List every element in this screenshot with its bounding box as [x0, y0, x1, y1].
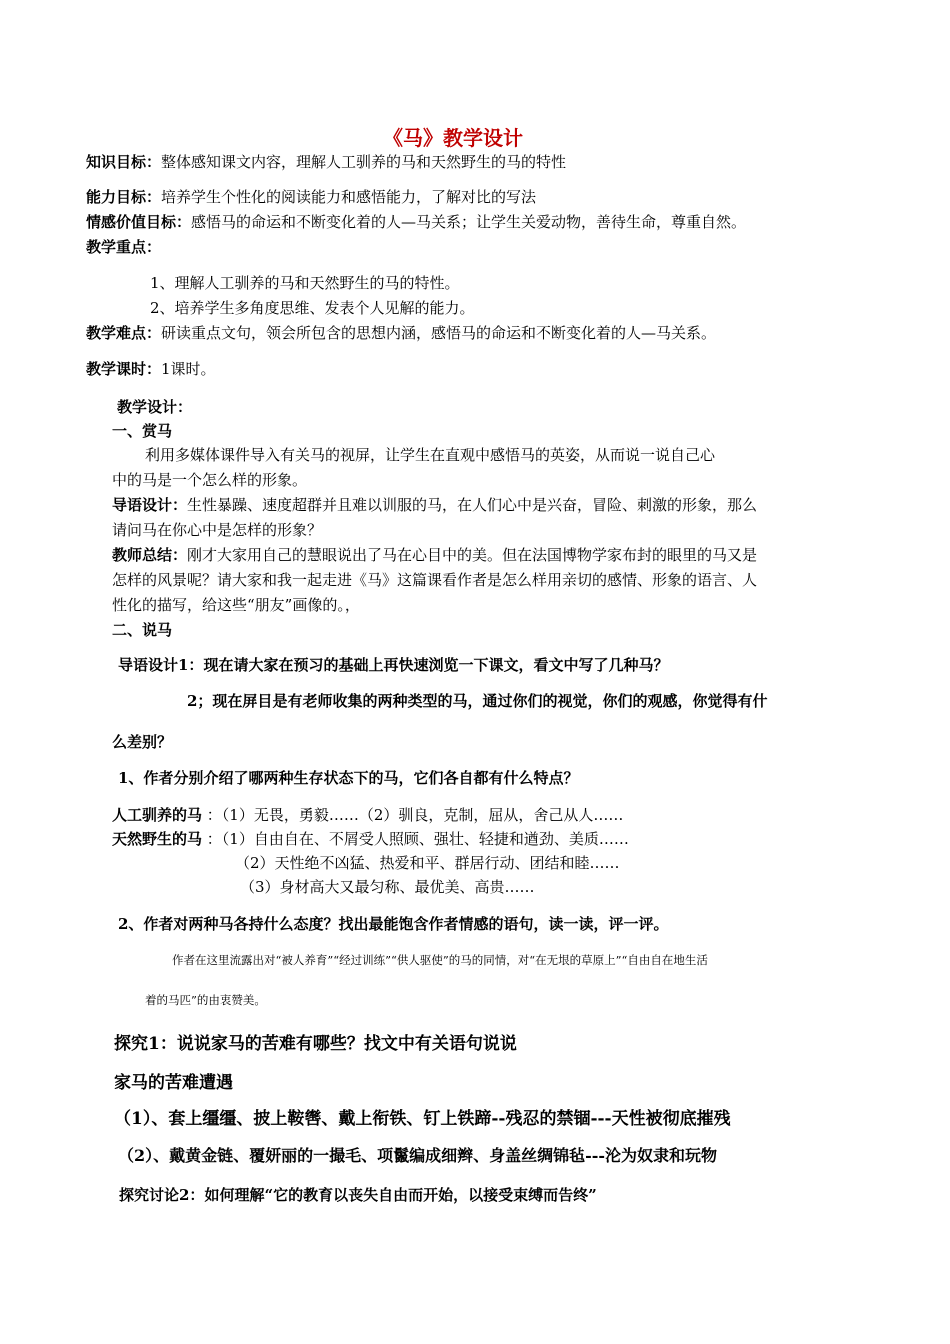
- guide-design: [112, 495, 757, 515]
- wild-horse-2: （2）天性绝不凶猛、热爱和平、群居行动、团结和睦……: [235, 854, 620, 872]
- label: 知识目标：: [86, 153, 162, 171]
- design-heading: 教学设计：: [117, 398, 193, 416]
- text: 整体感知课文内容，理解人工驯养的马和天然野生的马的特性: [161, 153, 567, 171]
- text: 刚才大家用自己的慧眼说出了马在心目中的美。但在法国博物学家布封的眼里的马又是: [187, 546, 758, 564]
- para-1-line-2: 中的马是一个怎么样的形象。: [112, 471, 308, 489]
- teacher-summary: [112, 545, 757, 565]
- para-1-line-1: 利用多媒体课件导入有关马的视屏，让学生在直观中感悟马的英姿，从而说一说自己心: [145, 446, 716, 464]
- label: 教师总结：: [112, 546, 188, 564]
- label: 导语设计：: [112, 496, 188, 514]
- guide-design-cont: 请问马在你心中是怎样的形象？: [112, 521, 323, 539]
- section-1-heading: 一、赏马: [112, 422, 173, 440]
- label: 教学难点：: [86, 324, 162, 342]
- text: 生性暴躁、速度超群并且难以训服的马，在人们心中是兴奋，冒险、刺激的形象，那么: [187, 496, 758, 514]
- label: 教学重点：: [86, 238, 162, 256]
- label: 人工驯养的马: [112, 806, 203, 824]
- text: 感悟马的命运和不断变化着的人—马关系；让学生关爱动物，善待生命，尊重自然。: [191, 213, 747, 231]
- inquiry-1: 探究1：说说家马的苦难有哪些？找文中有关语句说说: [114, 1034, 517, 1054]
- guide-design-1: 导语设计1：现在请大家在预习的基础上再快速浏览一下课文，看文中写了几种马？: [118, 656, 669, 674]
- doc-title: 《马》教学设计: [383, 126, 523, 150]
- question-1: 1、作者分别介绍了哪两种生存状态下的马，它们各自都有什么特点？: [118, 769, 579, 787]
- inquiry-2: 探究讨论2：如何理解“它的教育以丧失自由而开始，以接受束缚而告终”: [119, 1186, 597, 1204]
- label: 情感价值目标：: [86, 213, 192, 231]
- key-points-heading: [86, 237, 161, 257]
- difficulty: [86, 323, 716, 343]
- label: 能力目标：: [86, 188, 162, 206]
- tamed-horse: [112, 805, 623, 825]
- teacher-summary-cont-1: 怎样的风景呢？请大家和我一起走进《马》这篇课看作者是怎么样用亲切的感情、形象的语言、人: [112, 571, 758, 589]
- hardship-1: （1）、套上缰缰、披上鞍辔、戴上衔铁、钉上铁蹄--残忍的禁锢---天性被彻底摧残: [114, 1109, 731, 1129]
- teacher-summary-cont-2: 性化的描写，给这些“朋友”画像的。，: [112, 596, 360, 614]
- key-point-2: 2、培养学生多角度思维、发表个人见解的能力。: [150, 299, 475, 317]
- wild-horse-3: （3）身材高大又最匀称、最优美、高贵……: [240, 878, 535, 896]
- label: 教学课时：: [86, 360, 162, 378]
- guide-design-2: 2；现在屏目是有老师收集的两种类型的马，通过你们的视觉，你们的观感，你觉得有什: [187, 692, 768, 710]
- emotion-goal: [86, 212, 746, 232]
- label: 天然野生的马: [112, 830, 203, 848]
- text: ：（1）自由自在、不屑受人照顾、强壮、轻捷和遒劲、美质……: [202, 830, 629, 848]
- hardship-2: （2）、戴黄金链、覆妍丽的一撮毛、项鬣编成细辫、身盖丝绸锦毡---沦为奴隶和玩物: [118, 1146, 718, 1165]
- guide-design-2-cont: 么差别？: [112, 733, 173, 751]
- wild-horse: [112, 829, 629, 849]
- text: 培养学生个性化的阅读能力和感悟能力，了解对比的写法: [161, 188, 537, 206]
- answer-2-line-1: 作者在这里流露出对“被人养育”“经过训练”“供人驱使”的马的同情，对“在无垠的草原上”“自由自在地生活: [172, 953, 708, 967]
- ability-goal: [86, 187, 536, 207]
- answer-2-line-2: 着的马匹”的由衷赞美。: [145, 993, 266, 1007]
- hardship-heading: 家马的苦难遭遇: [114, 1073, 233, 1093]
- question-2: 2、作者对两种马各持什么态度？找出最能饱含作者情感的语句，读一读，评一评。: [118, 915, 669, 933]
- key-point-1: 1、理解人工驯养的马和天然野生的马的特性。: [150, 274, 460, 292]
- text: 研读重点文句，领会所包含的思想内涵，感悟马的命运和不断变化着的人—马关系。: [161, 324, 717, 342]
- class-hours: [86, 359, 216, 379]
- section-2-heading: 二、说马: [112, 621, 173, 639]
- knowledge-goal: [86, 152, 566, 172]
- text: 1课时。: [161, 360, 216, 378]
- text: ：（1）无畏，勇毅……（2）驯良，克制，屈从，舍己从人……: [202, 806, 624, 824]
